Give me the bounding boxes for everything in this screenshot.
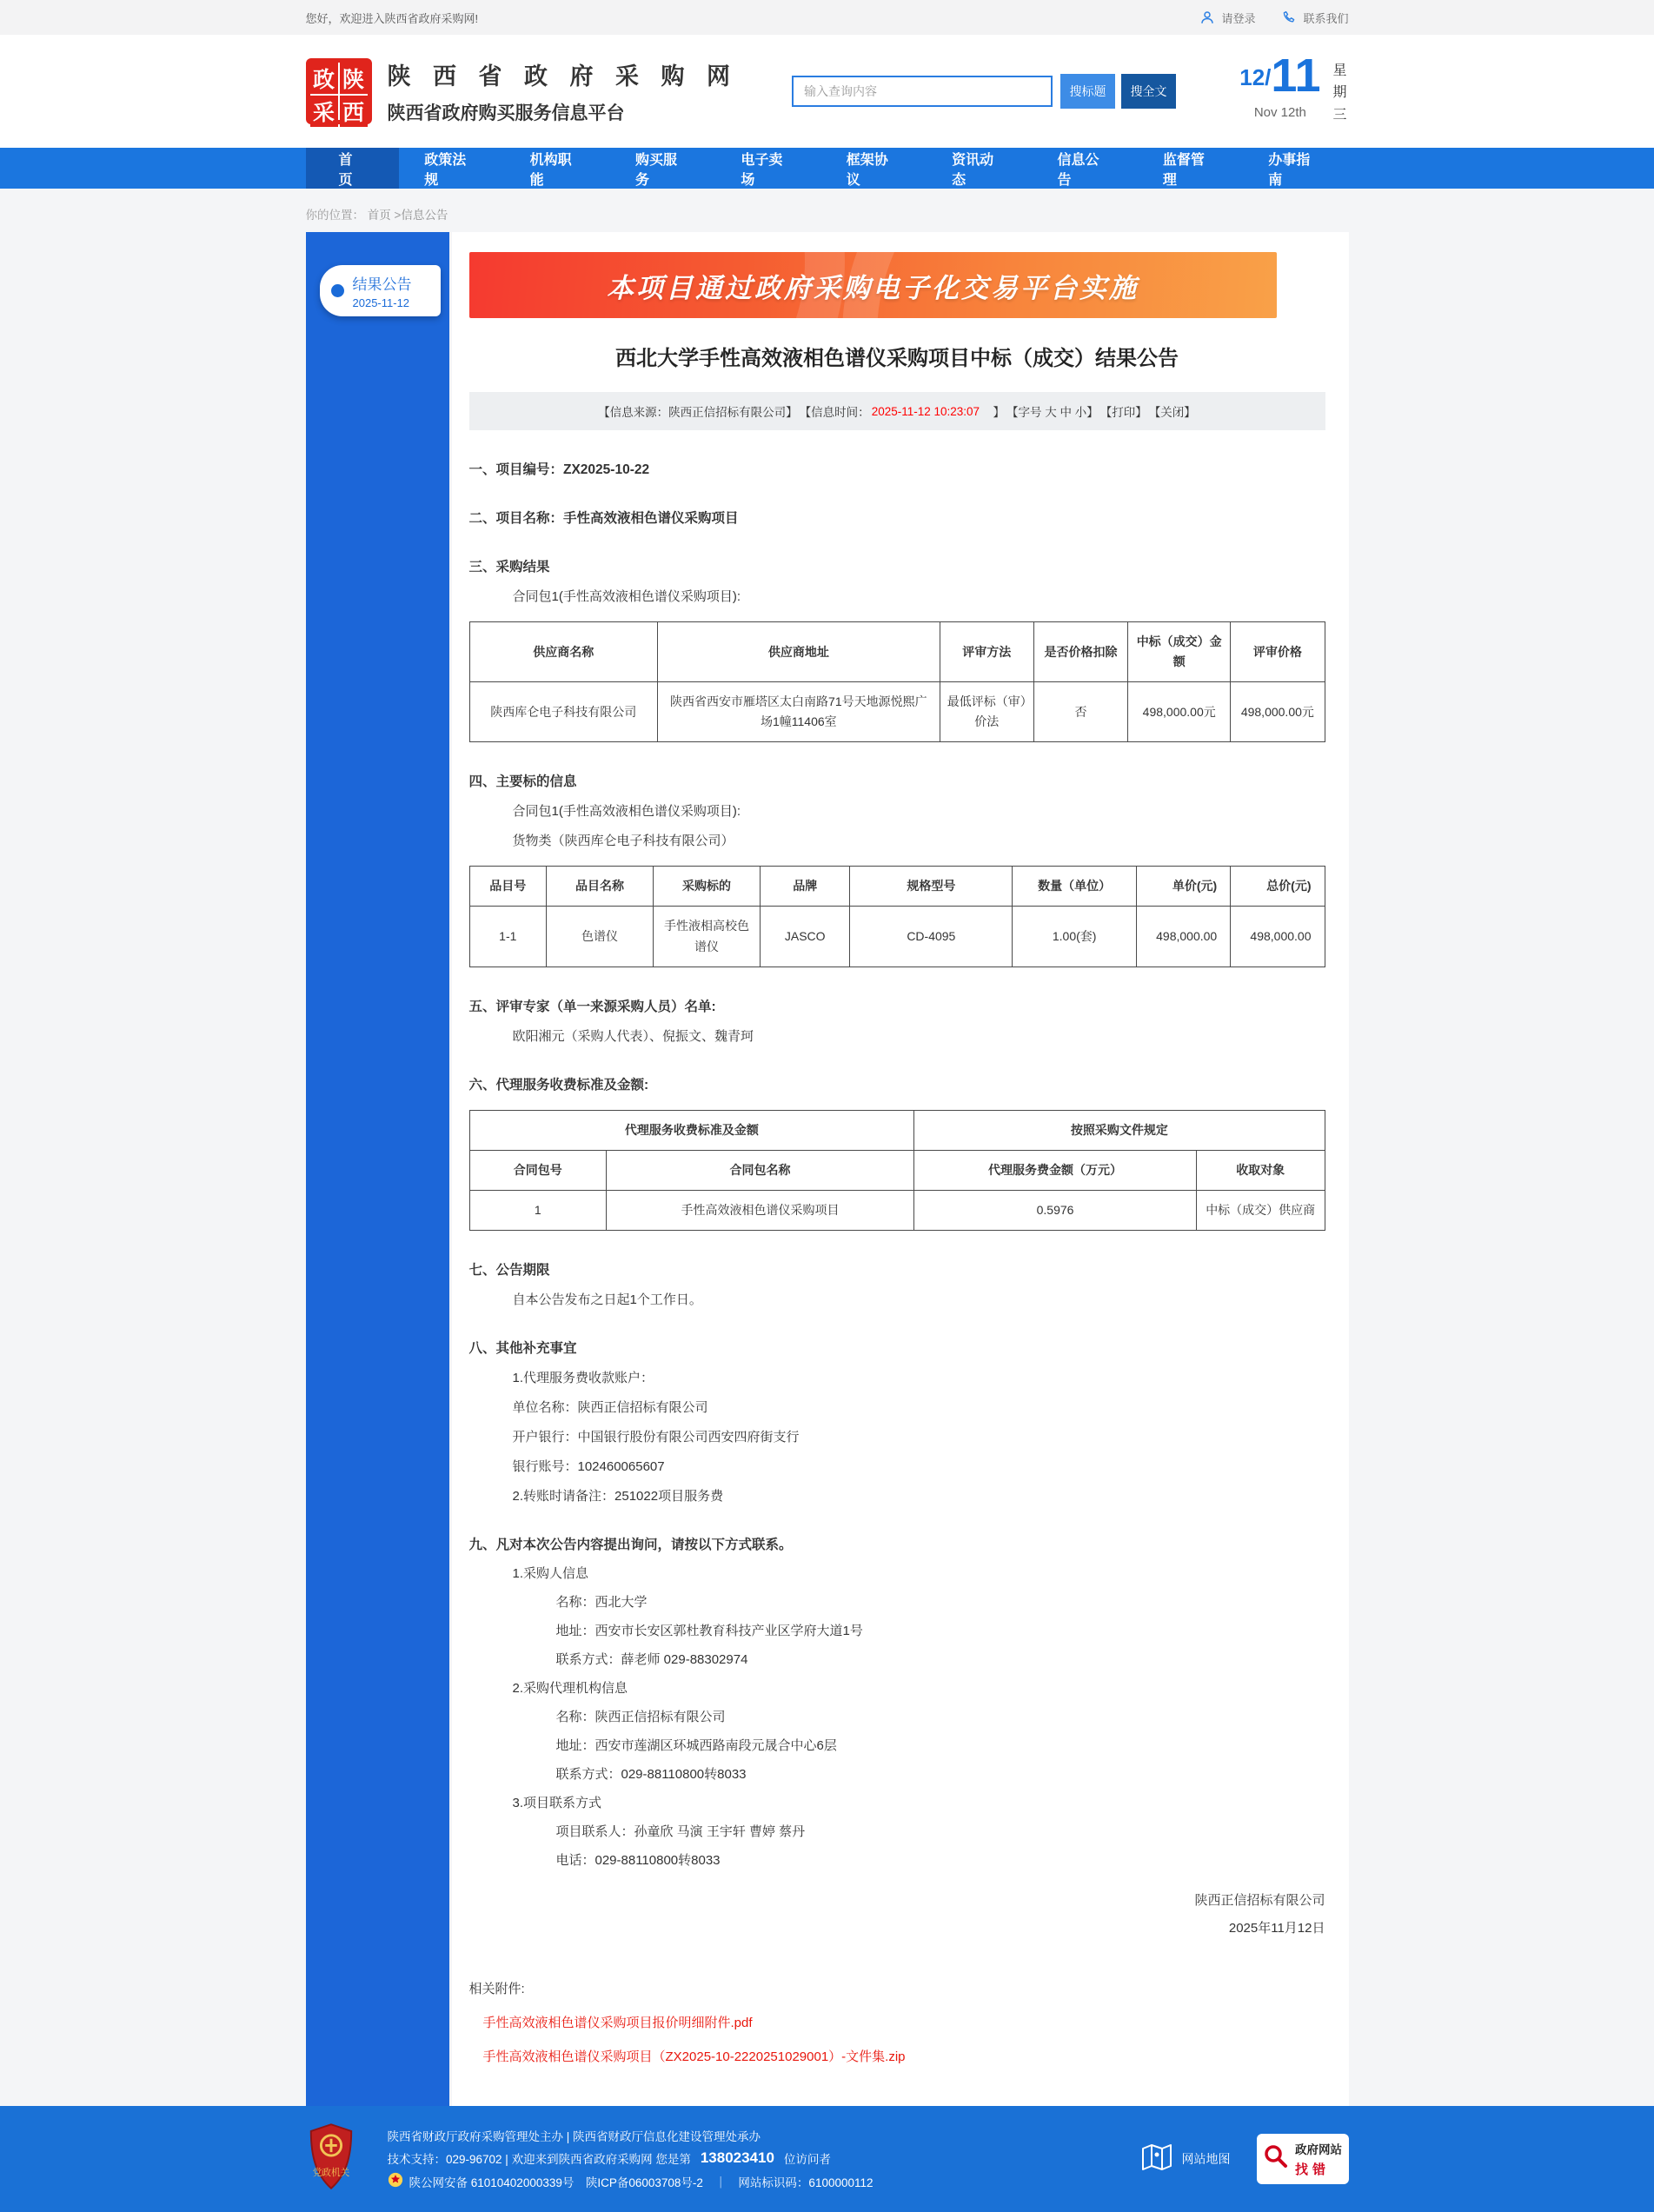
search-bar [792,74,1176,109]
column-header: 单价(元) [1136,867,1230,907]
site-footer [0,2106,1654,2212]
breadcrumb-current[interactable]: 信息公告 [401,209,448,222]
column-header: 代理服务费金额（万元） [914,1150,1197,1190]
section-line: 电话：029-88110800转8033 [555,1852,721,1868]
column-header: 评审方法 [940,622,1033,682]
footer-line-beian: 陕公网安备 61010402000339号 陕ICP备06003708号-2 ｜ 网站标识码：6100000112 [388,2172,873,2190]
platform-banner: 本项目通过政府采购电子化交易平台实施 [469,252,1277,318]
section-project-number: 一、项目编号：ZX2025-10-22 [468,462,650,477]
table-cell: 否 [1033,682,1127,742]
column-header: 品牌 [761,867,850,907]
section-line: 欧阳湘元（采购人代表）、倪振文、魏青珂 [512,1028,754,1044]
user-icon [1199,10,1215,25]
signature-date: 2025年11月12日 [1228,1920,1325,1936]
section-line: 货物类（陕西库仑电子科技有限公司） [512,834,734,849]
site-title: 陕 西 省 政 府 采 购 网 [387,63,739,90]
section-heading-subject: 四、主要标的信息 [468,774,577,790]
column-header: 评审价格 [1231,622,1325,682]
section-line: 1.采购人信息 [512,1565,589,1581]
map-icon [1141,2142,1172,2175]
sidebar-item-date: 2025-11-12 [352,296,410,309]
left-sidebar [306,232,449,2106]
close-button[interactable]: 【关闭】 [1148,406,1196,419]
items-table [469,866,1325,967]
column-header: 规格型号 [850,867,1013,907]
meta-source: 【信息来源：陕西正信招标有限公司】 [598,406,798,419]
nav-item-home[interactable]: 首页 [306,148,400,189]
site-names [388,57,739,125]
nav-item-functions[interactable]: 机构职能 [529,152,572,188]
section-heading-inquiry: 九、凡对本次公告内容提出询问，请按以下方式联系。 [468,1537,793,1552]
section-project-name: 二、项目名称：手性高效液相色谱仪采购项目 [468,511,739,526]
sitemap-link[interactable]: 网站地图 [1141,2142,1231,2175]
table-cell: 498,000.00 [1136,907,1230,967]
nav-item-announcements[interactable]: 信息公告 [1057,152,1099,188]
column-header: 是否价格扣除 [1033,622,1127,682]
nav-item-framework[interactable]: 框架协议 [846,152,888,188]
table-cell: 手性高效液相色谱仪采购项目 [606,1190,913,1230]
footer-line-organizer: 陕西省财政厅政府采购管理处主办 | 陕西省财政厅信息化建设管理处承办 [387,2130,761,2144]
column-header: 供应商名称 [469,622,657,682]
search-fulltext-button[interactable]: 搜全文 [1121,74,1176,109]
column-header: 品目名称 [547,867,654,907]
section-line: 1.代理服务费收款账户： [512,1370,654,1385]
nav-item-news[interactable]: 资讯动态 [952,152,994,188]
nav-item-supervision[interactable]: 监督管理 [1162,152,1205,188]
table-cell: 1 [469,1190,606,1230]
footer-text-block [388,2122,873,2195]
breadcrumb [0,189,1654,232]
sidebar-item-title: 结果公告 [352,276,412,293]
date-weekday: 星期三 [1332,63,1347,123]
section-line: 银行账号：102460065607 [512,1458,665,1474]
breadcrumb-label: 你的位置： [305,209,364,222]
section-line: 联系方式：029-88110800转8033 [555,1766,747,1782]
section-line: 合同包1(手性高效液相色谱仪采购项目): [512,804,741,820]
print-button[interactable]: 【打印】 [1099,406,1147,419]
site-logo [306,58,372,124]
section-line: 名称：陕西正信招标有限公司 [555,1709,726,1724]
table-cell: JASCO [761,907,850,967]
table-cell: 陕西库仑电子科技有限公司 [469,682,657,742]
main-nav [0,148,1654,189]
magnifier-icon [1263,2143,1289,2174]
table-cell: 色谱仪 [547,907,654,967]
column-header: 合同包名称 [606,1150,913,1190]
section-heading-experts: 五、评审专家（单一来源采购人员）名单: [468,999,716,1014]
visitor-count: 138023410 [700,2149,774,2167]
table-cell: 陕西省西安市雁塔区太白南路71号天地源悦熙广场1幢11406室 [657,682,940,742]
article-meta-bar [469,392,1325,430]
group-header: 按照采购文件规定 [914,1110,1325,1150]
article-card [452,232,1349,2106]
logo-char: 采 [310,96,338,127]
section-line: 联系方式：薛老师 029-88302974 [555,1651,748,1667]
party-gov-badge-icon [306,2122,356,2195]
section-line: 2.转账时请备注：251022项目服务费 [512,1488,724,1504]
section-heading-result: 三、采购结果 [468,560,550,575]
column-header: 采购标的 [654,867,761,907]
column-header: 数量（单位） [1013,867,1137,907]
section-line: 项目联系人：孙童欣 马演 王宇轩 曹婷 蔡丹 [555,1823,806,1839]
section-line: 地址：西安市莲湖区环城西路南段元晟合中心6层 [555,1737,837,1753]
section-line: 地址：西安市长安区郭杜教育科技产业区学府大道1号 [555,1623,863,1638]
table-cell: 中标（成交）供应商 [1196,1190,1325,1230]
svg-text:党政机关: 党政机关 [312,2168,349,2179]
section-line: 开户银行：中国银行股份有限公司西安四府街支行 [512,1429,800,1445]
nav-item-guide[interactable]: 办事指南 [1268,152,1311,188]
table-cell: 498,000.00元 [1128,682,1231,742]
meta-time-suffix: 】 [981,406,1006,419]
table-cell: CD-4095 [850,907,1013,967]
section-line: 2.采购代理机构信息 [512,1680,628,1696]
date-english: Nov 12th [1253,104,1306,120]
section-line: 单位名称：陕西正信招标有限公司 [512,1399,708,1415]
table-cell: 498,000.00 [1231,907,1325,967]
group-header: 代理服务收费标准及金额 [469,1110,914,1150]
section-line: 名称：西北大学 [555,1594,648,1610]
breadcrumb-separator: > [394,209,402,222]
police-badge-icon [388,2172,403,2190]
table-cell: 0.5976 [914,1190,1197,1230]
search-title-button[interactable]: 搜标题 [1060,74,1115,109]
meta-time-value: 2025-11-12 10:23:07 [871,404,980,418]
site-subtitle: 陕西省政府购买服务信息平台 [387,103,625,123]
result-table [469,621,1325,742]
table-cell: 手性液相高校色谱仪 [654,907,761,967]
column-header: 中标（成交）金额 [1128,622,1231,682]
welcome-text: 您好，欢迎进入陕西省政府采购网! [305,11,479,25]
sidebar-item-result-announcement[interactable] [320,265,441,316]
date-widget [1239,49,1348,127]
date-month: 12/ [1239,63,1272,90]
signature-company: 陕西正信招标有限公司 [1194,1892,1325,1908]
phone-icon [1281,10,1297,25]
logo-char: 西 [340,96,368,127]
table-cell: 1.00(套) [1013,907,1137,967]
login-link[interactable]: 请登录 [1199,10,1255,26]
table-cell: 498,000.00元 [1231,682,1325,742]
section-heading-supplementary: 八、其他补充事宜 [468,1340,577,1356]
section-line: 自本公告发布之日起1个工作日。 [512,1292,702,1307]
nav-item-purchase-services[interactable]: 购买服务 [634,152,677,188]
attachment-link-zip[interactable]: 手性高效液相色谱仪采购项目（ZX2025-10-2220251029001）-文件集.zip [482,2049,906,2064]
error-report-badge[interactable]: 政府网站 找错 [1257,2134,1349,2184]
table-cell: 1-1 [469,907,547,967]
bullet-dot-icon [331,284,344,297]
table-row [469,682,1325,742]
section-line: 合同包1(手性高效液相色谱仪采购项目): [512,589,741,604]
column-header: 收取对象 [1196,1150,1325,1190]
section-heading-agency-fee: 六、代理服务收费标准及金额: [468,1077,649,1093]
column-header: 总价(元) [1231,867,1325,907]
meta-time-prefix: 【信息时间： [799,406,870,419]
signature-block [469,1892,1325,1937]
breadcrumb-home[interactable]: 首页 [367,209,391,222]
column-header: 合同包号 [469,1150,606,1190]
column-header: 供应商地址 [657,622,940,682]
logo-char: 陕 [340,63,368,94]
search-input[interactable] [792,76,1053,107]
section-line: 3.项目联系方式 [512,1795,602,1810]
topbar-links [1199,10,1348,26]
nav-item-emarket[interactable]: 电子卖场 [741,152,783,188]
font-size-control[interactable]: 【字号 大 中 小】 [1006,406,1099,419]
nav-item-policies[interactable]: 政策法规 [424,152,467,188]
topbar [0,0,1654,35]
attachments-label: 相关附件: [468,1981,525,1996]
contact-link[interactable]: 联系我们 [1281,10,1348,26]
table-row [469,1190,1325,1230]
site-header [0,35,1654,148]
footer-line-support: 技术支持：029-96702 | 欢迎来到陕西省政府采购网 您是第 138023410 位访问者 [387,2149,831,2167]
agency-fee-table [469,1110,1325,1231]
article-title: 西北大学手性高效液相色谱仪采购项目中标（成交）结果公告 [615,347,1179,370]
section-heading-period: 七、公告期限 [468,1262,550,1278]
date-day: 11 [1271,49,1321,102]
logo-char: 政 [310,63,338,94]
column-header: 品目号 [469,867,547,907]
table-cell: 最低评标（审）价法 [940,682,1033,742]
table-row [469,907,1325,967]
attachment-link-pdf[interactable]: 手性高效液相色谱仪采购项目报价明细附件.pdf [482,2015,753,2030]
